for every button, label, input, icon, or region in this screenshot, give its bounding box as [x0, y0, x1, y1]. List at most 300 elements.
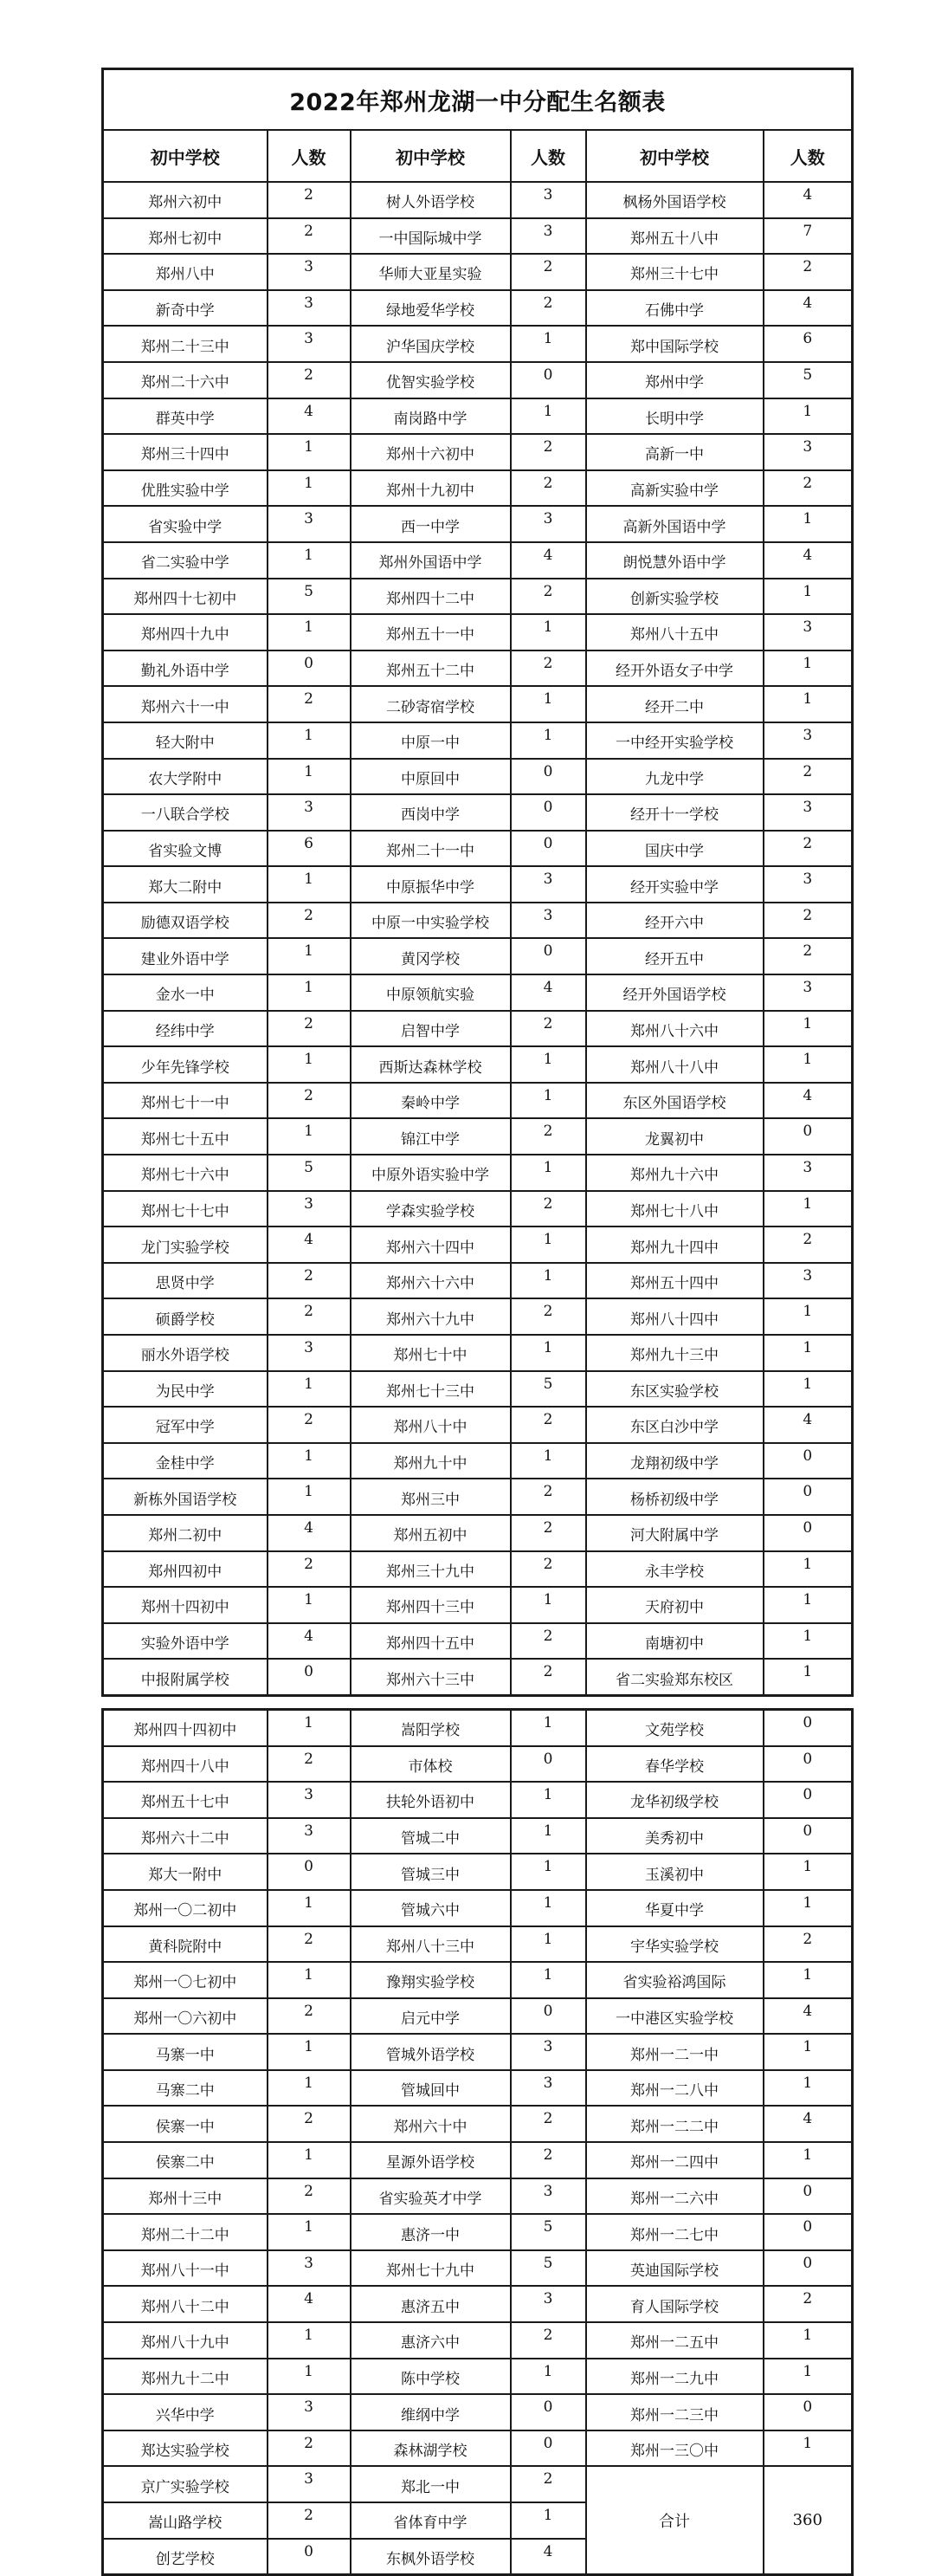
quota-count-cell: 2: [268, 1998, 351, 2035]
school-name-cell: 秦岭中学: [351, 1083, 511, 1119]
school-name-cell: 马寨一中: [103, 2034, 268, 2070]
quota-count-cell: 2: [268, 2106, 351, 2142]
quota-count-cell: 3: [268, 506, 351, 542]
school-name-cell: 郑州一二六中: [586, 2178, 764, 2215]
school-name-cell: 硕爵学校: [103, 1298, 268, 1335]
quota-count-cell: 3: [268, 1818, 351, 1854]
school-name-cell: 建业外语中学: [103, 938, 268, 974]
school-name-cell: 郑州七十五中: [103, 1118, 268, 1155]
quota-count-cell: 0: [764, 1818, 853, 1854]
school-name-cell: 郑州二十二中: [103, 2214, 268, 2250]
table-row: [103, 1659, 853, 1695]
school-name-cell: 郑州七十一中: [103, 1083, 268, 1119]
school-name-cell: 轻大附中: [103, 722, 268, 759]
school-name-cell: 宇华实验学校: [586, 1926, 764, 1963]
quota-count-cell: 1: [268, 1371, 351, 1408]
quota-count-cell: 1: [268, 1046, 351, 1083]
school-name-cell: 少年先锋学校: [103, 1046, 268, 1083]
school-name-cell: 育人国际学校: [586, 2286, 764, 2322]
school-name-cell: 长明中学: [586, 398, 764, 435]
school-name-cell: 思贤中学: [103, 1263, 268, 1299]
school-name-cell: 郑州九十中: [351, 1443, 511, 1479]
school-name-cell: 经开五中: [586, 938, 764, 974]
school-name-cell: 经开二中: [586, 686, 764, 722]
page-title: 2022年郑州龙湖一中分配生名额表: [103, 69, 853, 131]
table-row: [103, 470, 853, 507]
school-name-cell: 郑州十四初中: [103, 1587, 268, 1623]
school-name-cell: 郑州七十六中: [103, 1155, 268, 1191]
quota-count-cell: 3: [511, 218, 586, 255]
quota-count-cell: 4: [764, 1407, 853, 1443]
quota-count-cell: 3: [268, 2250, 351, 2287]
table-row: [103, 1962, 853, 1998]
table-row: [103, 2286, 853, 2322]
school-name-cell: 东区外国语学校: [586, 1083, 764, 1119]
school-name-cell: 锦江中学: [351, 1118, 511, 1155]
table-row: [103, 1191, 853, 1227]
school-name-cell: 新奇中学: [103, 290, 268, 327]
total-value: 360: [764, 2466, 853, 2574]
quota-count-cell: 2: [511, 1118, 586, 1155]
school-name-cell: 杨桥初级中学: [586, 1479, 764, 1515]
quota-count-cell: 1: [511, 722, 586, 759]
quota-count-cell: 2: [268, 2502, 351, 2539]
quota-count-cell: 5: [268, 1155, 351, 1191]
school-name-cell: 郑州八十三中: [351, 1926, 511, 1963]
quota-count-cell: 1: [764, 1587, 853, 1623]
quota-count-cell: 2: [511, 1191, 586, 1227]
quota-count-cell: 1: [511, 686, 586, 722]
school-name-cell: 沪华国庆学校: [351, 326, 511, 362]
header-count-2: 人数: [511, 130, 586, 182]
header-school-1: 初中学校: [103, 130, 268, 182]
table-row: [103, 1587, 853, 1623]
quota-count-cell: 1: [764, 1371, 853, 1408]
school-name-cell: 郑州六十二中: [103, 1818, 268, 1854]
school-name-cell: 郑大二附中: [103, 866, 268, 903]
quota-count-cell: 1: [764, 2070, 853, 2107]
quota-count-cell: 4: [268, 1515, 351, 1551]
quota-count-cell: 1: [268, 938, 351, 974]
quota-count-cell: 1: [764, 2322, 853, 2359]
school-name-cell: 九龙中学: [586, 759, 764, 795]
school-name-cell: 郑州七十八中: [586, 1191, 764, 1227]
school-name-cell: 郑州一二一中: [586, 2034, 764, 2070]
quota-count-cell: 2: [268, 1746, 351, 1783]
school-name-cell: 郑州一二五中: [586, 2322, 764, 2359]
quota-count-cell: 1: [511, 1709, 586, 1745]
school-name-cell: 西岗中学: [351, 794, 511, 831]
quota-count-cell: 2: [268, 903, 351, 939]
school-name-cell: 郑州二十三中: [103, 326, 268, 362]
table-row: [103, 579, 853, 615]
table-row: [103, 1998, 853, 2035]
quota-count-cell: 4: [764, 1998, 853, 2035]
quota-count-cell: 4: [268, 1623, 351, 1660]
quota-count-cell: 2: [511, 1659, 586, 1695]
quota-count-cell: 4: [511, 2539, 586, 2575]
quota-count-cell: 0: [764, 1782, 853, 1818]
quota-count-cell: 4: [764, 290, 853, 327]
quota-count-cell: 2: [511, 579, 586, 615]
quota-count-cell: 1: [268, 722, 351, 759]
table-row: [103, 182, 853, 218]
school-name-cell: 郑州一二二中: [586, 2106, 764, 2142]
school-name-cell: 郑州七十中: [351, 1335, 511, 1371]
quota-count-cell: 0: [511, 938, 586, 974]
school-name-cell: 郑州一〇二初中: [103, 1890, 268, 1926]
quota-count-cell: 1: [268, 1890, 351, 1926]
quota-count-cell: 2: [268, 182, 351, 218]
quota-count-cell: 1: [764, 1046, 853, 1083]
school-name-cell: 惠济五中: [351, 2286, 511, 2322]
quota-count-cell: 5: [268, 579, 351, 615]
quota-count-cell: 2: [764, 1227, 853, 1263]
school-name-cell: 为民中学: [103, 1371, 268, 1408]
school-name-cell: 郑州六十中: [351, 2106, 511, 2142]
table-row: [103, 759, 853, 795]
school-name-cell: 市体校: [351, 1746, 511, 1783]
quota-count-cell: 1: [511, 1155, 586, 1191]
quota-count-cell: 3: [511, 182, 586, 218]
school-name-cell: 郑州七十七中: [103, 1191, 268, 1227]
school-name-cell: 东枫外语学校: [351, 2539, 511, 2575]
quota-count-cell: 3: [268, 2466, 351, 2502]
quota-count-cell: 1: [511, 2359, 586, 2395]
school-name-cell: 华师大亚星实验: [351, 254, 511, 290]
table-row: [103, 1854, 853, 1890]
quota-count-cell: 5: [511, 1371, 586, 1408]
quota-count-cell: 1: [511, 2502, 586, 2539]
school-name-cell: 郑州七初中: [103, 218, 268, 255]
quota-count-cell: 5: [511, 2214, 586, 2250]
school-name-cell: 省实验裕鸿国际: [586, 1962, 764, 1998]
quota-count-cell: 1: [511, 398, 586, 435]
table-row: [103, 1746, 853, 1783]
quota-count-cell: 0: [511, 759, 586, 795]
school-name-cell: 郑州五十二中: [351, 650, 511, 687]
table-row: [103, 1890, 853, 1926]
quota-count-cell: 2: [268, 1083, 351, 1119]
table-row: [103, 2359, 853, 2395]
table-row: [103, 903, 853, 939]
school-name-cell: 中原一中: [351, 722, 511, 759]
quota-count-cell: 1: [764, 2034, 853, 2070]
quota-count-cell: 2: [511, 2322, 586, 2359]
school-name-cell: 陈中学校: [351, 2359, 511, 2395]
school-name-cell: 励德双语学校: [103, 903, 268, 939]
quota-count-cell: 1: [268, 2070, 351, 2107]
school-name-cell: 郑州五十四中: [586, 1263, 764, 1299]
school-name-cell: 省实验英才中学: [351, 2178, 511, 2215]
table-row: [103, 2142, 853, 2178]
school-name-cell: 枫杨外国语学校: [586, 182, 764, 218]
school-name-cell: 郑州六十六中: [351, 1263, 511, 1299]
school-name-cell: 嵩阳学校: [351, 1709, 511, 1745]
quota-count-cell: 1: [511, 1818, 586, 1854]
quota-count-cell: 0: [511, 831, 586, 867]
quota-count-cell: 2: [764, 759, 853, 795]
quota-count-cell: 1: [268, 2034, 351, 2070]
header-school-2: 初中学校: [351, 130, 511, 182]
quota-count-cell: 3: [268, 290, 351, 327]
school-name-cell: 金水一中: [103, 974, 268, 1011]
school-name-cell: 郑州一〇七初中: [103, 1962, 268, 1998]
school-name-cell: 新栋外国语学校: [103, 1479, 268, 1515]
quota-count-cell: 0: [268, 1659, 351, 1695]
school-name-cell: 郑州九十四中: [586, 1227, 764, 1263]
school-name-cell: 郑州四十二中: [351, 579, 511, 615]
quota-count-cell: 2: [268, 1298, 351, 1335]
quota-count-cell: 1: [511, 614, 586, 650]
quota-count-cell: 4: [268, 398, 351, 435]
quota-count-cell: 1: [268, 614, 351, 650]
quota-count-cell: 1: [268, 866, 351, 903]
table-row: [103, 2214, 853, 2250]
school-name-cell: 中报附属学校: [103, 1659, 268, 1695]
quota-count-cell: 1: [511, 1263, 586, 1299]
table-row: [103, 1083, 853, 1119]
school-name-cell: 龙翔初级中学: [586, 1443, 764, 1479]
quota-count-cell: 0: [268, 2539, 351, 2575]
quota-count-cell: 4: [511, 974, 586, 1011]
quota-count-cell: 3: [511, 866, 586, 903]
quota-count-cell: 1: [268, 1479, 351, 1515]
school-name-cell: 郑州六十九中: [351, 1298, 511, 1335]
quota-count-cell: 3: [764, 722, 853, 759]
table-row: [103, 254, 853, 290]
quota-count-cell: 1: [511, 1854, 586, 1890]
quota-count-cell: 4: [268, 1227, 351, 1263]
quota-count-cell: 2: [764, 2286, 853, 2322]
school-name-cell: 龙翼初中: [586, 1118, 764, 1155]
quota-count-cell: 2: [268, 1926, 351, 1963]
school-name-cell: 嵩山路学校: [103, 2502, 268, 2539]
school-name-cell: 勤礼外语中学: [103, 650, 268, 687]
quota-count-cell: 2: [511, 470, 586, 507]
school-name-cell: 东区实验学校: [586, 1371, 764, 1408]
quota-count-cell: 0: [764, 1746, 853, 1783]
quota-count-cell: 3: [268, 794, 351, 831]
quota-count-cell: 4: [764, 2106, 853, 2142]
quota-count-cell: 2: [511, 1551, 586, 1588]
school-name-cell: 东区白沙中学: [586, 1407, 764, 1443]
school-name-cell: 一中国际城中学: [351, 218, 511, 255]
school-name-cell: 中原外语实验中学: [351, 1155, 511, 1191]
table-row: [103, 1443, 853, 1479]
quota-count-cell: 0: [764, 1709, 853, 1745]
quota-count-cell: 2: [268, 2178, 351, 2215]
quota-count-cell: 3: [764, 434, 853, 470]
school-name-cell: 郑州六十四中: [351, 1227, 511, 1263]
school-name-cell: 石佛中学: [586, 290, 764, 327]
table-row: [103, 1263, 853, 1299]
school-name-cell: 二砂寄宿学校: [351, 686, 511, 722]
school-name-cell: 天府初中: [586, 1587, 764, 1623]
school-name-cell: 玉溪初中: [586, 1854, 764, 1890]
quota-count-cell: 1: [511, 1083, 586, 1119]
school-name-cell: 郑州三十四中: [103, 434, 268, 470]
table-row: [103, 542, 853, 579]
school-name-cell: 惠济一中: [351, 2214, 511, 2250]
quota-count-cell: 1: [268, 2322, 351, 2359]
school-name-cell: 华夏中学: [586, 1890, 764, 1926]
header-count-1: 人数: [268, 130, 351, 182]
table-row: [103, 434, 853, 470]
quota-count-cell: 1: [764, 579, 853, 615]
school-name-cell: 郑州八十一中: [103, 2250, 268, 2287]
quota-count-cell: 2: [764, 1926, 853, 1963]
quota-count-cell: 1: [764, 1335, 853, 1371]
quota-count-cell: 2: [268, 1407, 351, 1443]
table-row: [103, 794, 853, 831]
school-name-cell: 优智实验学校: [351, 362, 511, 398]
school-name-cell: 郑州一二三中: [586, 2394, 764, 2430]
quota-count-cell: 2: [511, 650, 586, 687]
quota-count-cell: 4: [511, 542, 586, 579]
quota-count-cell: 0: [511, 2394, 586, 2430]
quota-count-cell: 1: [764, 1854, 853, 1890]
quota-count-cell: 1: [511, 1782, 586, 1818]
school-name-cell: 管城六中: [351, 1890, 511, 1926]
school-name-cell: 维纲中学: [351, 2394, 511, 2430]
quota-count-cell: 1: [511, 1443, 586, 1479]
quota-count-cell: 2: [268, 1263, 351, 1299]
quota-count-cell: 2: [764, 938, 853, 974]
school-name-cell: 中原回中: [351, 759, 511, 795]
quota-count-cell: 0: [764, 1118, 853, 1155]
quota-count-cell: 2: [268, 686, 351, 722]
table-row: [103, 218, 853, 255]
school-name-cell: 郑州一三〇中: [586, 2430, 764, 2467]
school-name-cell: 郑州八中: [103, 254, 268, 290]
school-name-cell: 郑州八十九中: [103, 2322, 268, 2359]
school-name-cell: 郑州八十四中: [586, 1298, 764, 1335]
quota-count-cell: 1: [511, 1335, 586, 1371]
quota-count-cell: 3: [268, 1335, 351, 1371]
quota-count-cell: 2: [511, 2106, 586, 2142]
school-name-cell: 冠军中学: [103, 1407, 268, 1443]
table-row: [103, 722, 853, 759]
table-row: [103, 2430, 853, 2467]
quota-count-cell: 2: [268, 2430, 351, 2467]
quota-count-cell: 1: [764, 2430, 853, 2467]
quota-count-cell: 3: [511, 506, 586, 542]
quota-count-cell: 1: [511, 326, 586, 362]
table-row: [103, 686, 853, 722]
quota-count-cell: 1: [764, 1551, 853, 1588]
school-name-cell: 省实验中学: [103, 506, 268, 542]
school-name-cell: 郑州外国语中学: [351, 542, 511, 579]
quota-count-cell: 1: [764, 2359, 853, 2395]
quota-count-cell: 4: [764, 1083, 853, 1119]
quota-count-cell: 2: [511, 2142, 586, 2178]
school-name-cell: 国庆中学: [586, 831, 764, 867]
quota-count-cell: 1: [764, 2142, 853, 2178]
quota-count-cell: 1: [764, 1890, 853, 1926]
school-name-cell: 河大附属中学: [586, 1515, 764, 1551]
table-row: [103, 1011, 853, 1047]
school-name-cell: 一八联合学校: [103, 794, 268, 831]
quota-count-cell: 2: [764, 470, 853, 507]
quota-count-cell: 0: [764, 1443, 853, 1479]
quota-count-cell: 3: [511, 2070, 586, 2107]
table-row: [103, 2034, 853, 2070]
school-name-cell: 启智中学: [351, 1011, 511, 1047]
quota-count-cell: 0: [511, 1998, 586, 2035]
school-name-cell: 郑州四十三中: [351, 1587, 511, 1623]
table-row: [103, 1371, 853, 1408]
table-row: [103, 1298, 853, 1335]
school-name-cell: 英迪国际学校: [586, 2250, 764, 2287]
quota-document: [101, 68, 851, 2576]
quota-count-cell: 2: [511, 434, 586, 470]
quota-count-cell: 1: [268, 1962, 351, 1998]
table-row: [103, 1155, 853, 1191]
quota-count-cell: 2: [268, 218, 351, 255]
quota-count-cell: 1: [268, 1443, 351, 1479]
table-row: [103, 1515, 853, 1551]
quota-count-cell: 1: [268, 1118, 351, 1155]
quota-count-cell: 2: [511, 290, 586, 327]
quota-count-cell: 1: [268, 1709, 351, 1745]
quota-count-cell: 2: [764, 903, 853, 939]
quota-count-cell: 1: [268, 2142, 351, 2178]
table-row: [103, 1782, 853, 1818]
school-name-cell: 郑州一二四中: [586, 2142, 764, 2178]
quota-count-cell: 1: [764, 650, 853, 687]
table-row: [103, 1551, 853, 1588]
quota-count-cell: 1: [511, 1926, 586, 1963]
quota-count-cell: 0: [511, 362, 586, 398]
school-name-cell: 金桂中学: [103, 1443, 268, 1479]
school-name-cell: 郑中国际学校: [586, 326, 764, 362]
school-name-cell: 学森实验学校: [351, 1191, 511, 1227]
quota-count-cell: 1: [764, 1623, 853, 1660]
quota-count-cell: 2: [511, 2466, 586, 2502]
table-row: [103, 1118, 853, 1155]
table-row: [103, 1407, 853, 1443]
school-name-cell: 中原振华中学: [351, 866, 511, 903]
quota-count-cell: 6: [764, 326, 853, 362]
table-row: [103, 2106, 853, 2142]
column-header-row: [103, 130, 853, 182]
quota-count-cell: 1: [268, 974, 351, 1011]
school-name-cell: 高新外国语中学: [586, 506, 764, 542]
quota-count-cell: 1: [268, 470, 351, 507]
table-body-continued: [103, 1709, 853, 2574]
school-name-cell: 南塘初中: [586, 1623, 764, 1660]
school-name-cell: 扶轮外语初中: [351, 1782, 511, 1818]
quota-count-cell: 2: [268, 362, 351, 398]
school-name-cell: 一中港区实验学校: [586, 1998, 764, 2035]
school-name-cell: 郑州八十六中: [586, 1011, 764, 1047]
school-name-cell: 省二实验郑东校区: [586, 1659, 764, 1695]
school-name-cell: 郑州十三中: [103, 2178, 268, 2215]
school-name-cell: 南岗路中学: [351, 398, 511, 435]
school-name-cell: 郑州三中: [351, 1479, 511, 1515]
table-row: [103, 506, 853, 542]
table-row: [103, 614, 853, 650]
quota-count-cell: 3: [764, 614, 853, 650]
table-row: [103, 938, 853, 974]
table-row: [103, 1926, 853, 1963]
quota-count-cell: 1: [511, 1227, 586, 1263]
school-name-cell: 优胜实验中学: [103, 470, 268, 507]
quota-count-cell: 1: [268, 2214, 351, 2250]
quota-count-cell: 1: [511, 1962, 586, 1998]
school-name-cell: 丽水外语学校: [103, 1335, 268, 1371]
